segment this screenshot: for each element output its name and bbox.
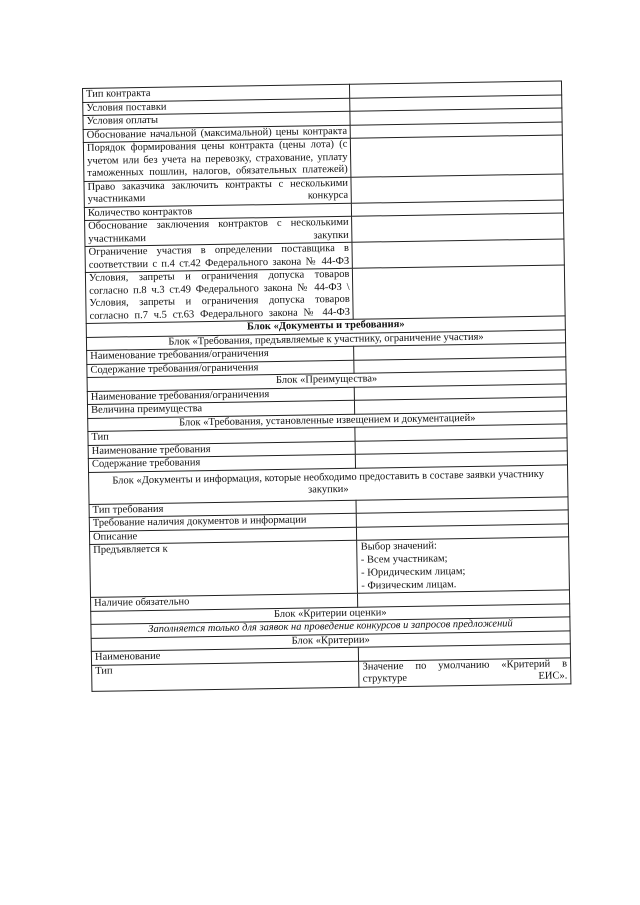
row-label: Порядок формирования цены контракта (цены лота) (с учетом или без учета на перевозку, страхование, уплату таможенных пошлин, налогов, обязательных платежей) (83, 138, 351, 181)
row-label: Величина преимущества (87, 400, 355, 418)
choice-item: - Физическим лицам. (361, 579, 457, 592)
row-label: Содержание требования (88, 454, 356, 472)
row-label: Условия поставки (83, 98, 351, 116)
criteria-note: Заполняется только для заявок на проведение конкурсов и запросов предложений (91, 617, 570, 638)
type-label: Тип (92, 661, 360, 691)
row-label: Тип (88, 427, 356, 445)
block-docs-header: Блок «Документы и требования» (86, 316, 565, 337)
row-label: Описание (89, 527, 357, 545)
document-page (82, 80, 571, 691)
mandatory-label: Наличие обязательно (91, 593, 359, 611)
row-value (353, 265, 565, 319)
row-value (352, 213, 564, 242)
choice-values (357, 537, 569, 593)
row-label: Требование наличия документов и информации (89, 513, 357, 531)
row-label: Тип требования (89, 500, 357, 518)
row-label: Обоснование начальной (максимальной) цены контракта (83, 125, 351, 143)
row-label: Тип контракта (83, 84, 351, 102)
row-label: Количество контрактов (84, 203, 352, 221)
row-value (351, 173, 563, 202)
form-table (82, 80, 571, 691)
choice-item: - Всем участникам; (360, 553, 448, 566)
block-criteria-header: Блок «Критерии» (91, 630, 570, 651)
row-label: Наименование требования/ограничения (87, 387, 355, 405)
block-docs-info-header: Блок «Документы и информация, которые необходимо предоставить в составе заявки участнику закупки» (89, 464, 568, 504)
row-label: Наименование требования (88, 441, 356, 459)
block-advantages-header: Блок «Преимущества» (87, 370, 566, 391)
block-req-participant-header: Блок «Требования, предъявляемые к участнику, ограничение участия» (86, 329, 565, 350)
row-label: Содержание требования/ограничения (87, 360, 355, 378)
row-label: Обоснование заключения контрактов с несколькими участниками закупки (85, 216, 353, 246)
name-label: Наименование (91, 647, 359, 665)
row-label: Условия, запреты и ограничения допуска товаров согласно п.8 ч.3 ст.49 Федерального закона № 44-ФЗ \ Условия, запреты и ограничения допуска товаров согласно п.7 ч.5 ст.63 Федерального закона № 44-ФЗ (85, 268, 353, 323)
row-label: Условия оплаты (83, 111, 351, 129)
row-value (351, 135, 563, 177)
block-req-notice-header: Блок «Требования, установленные извещением и документацией» (88, 410, 567, 431)
row-label: Право заказчика заключить контракты с несколькими участниками конкурса (84, 177, 352, 207)
type-default-value: Значение по умолчанию «Критерий в структуре ЕИС». (359, 657, 571, 686)
choice-values-title: Выбор значений: (360, 540, 437, 553)
table-row (85, 265, 565, 324)
row-label: Наименование требования/ограничения (87, 346, 355, 364)
presented-to-label: Предъявляется к (90, 540, 358, 597)
row-label: Ограничение участия в определении поставщика в соответствии с п.4 ст.42 Федерального закона № 44-ФЗ (85, 242, 353, 272)
choice-item: - Юридическим лицам; (360, 566, 466, 579)
row-value (352, 239, 564, 268)
block-criteria-eval-header: Блок «Критерии оценки» (91, 603, 570, 624)
